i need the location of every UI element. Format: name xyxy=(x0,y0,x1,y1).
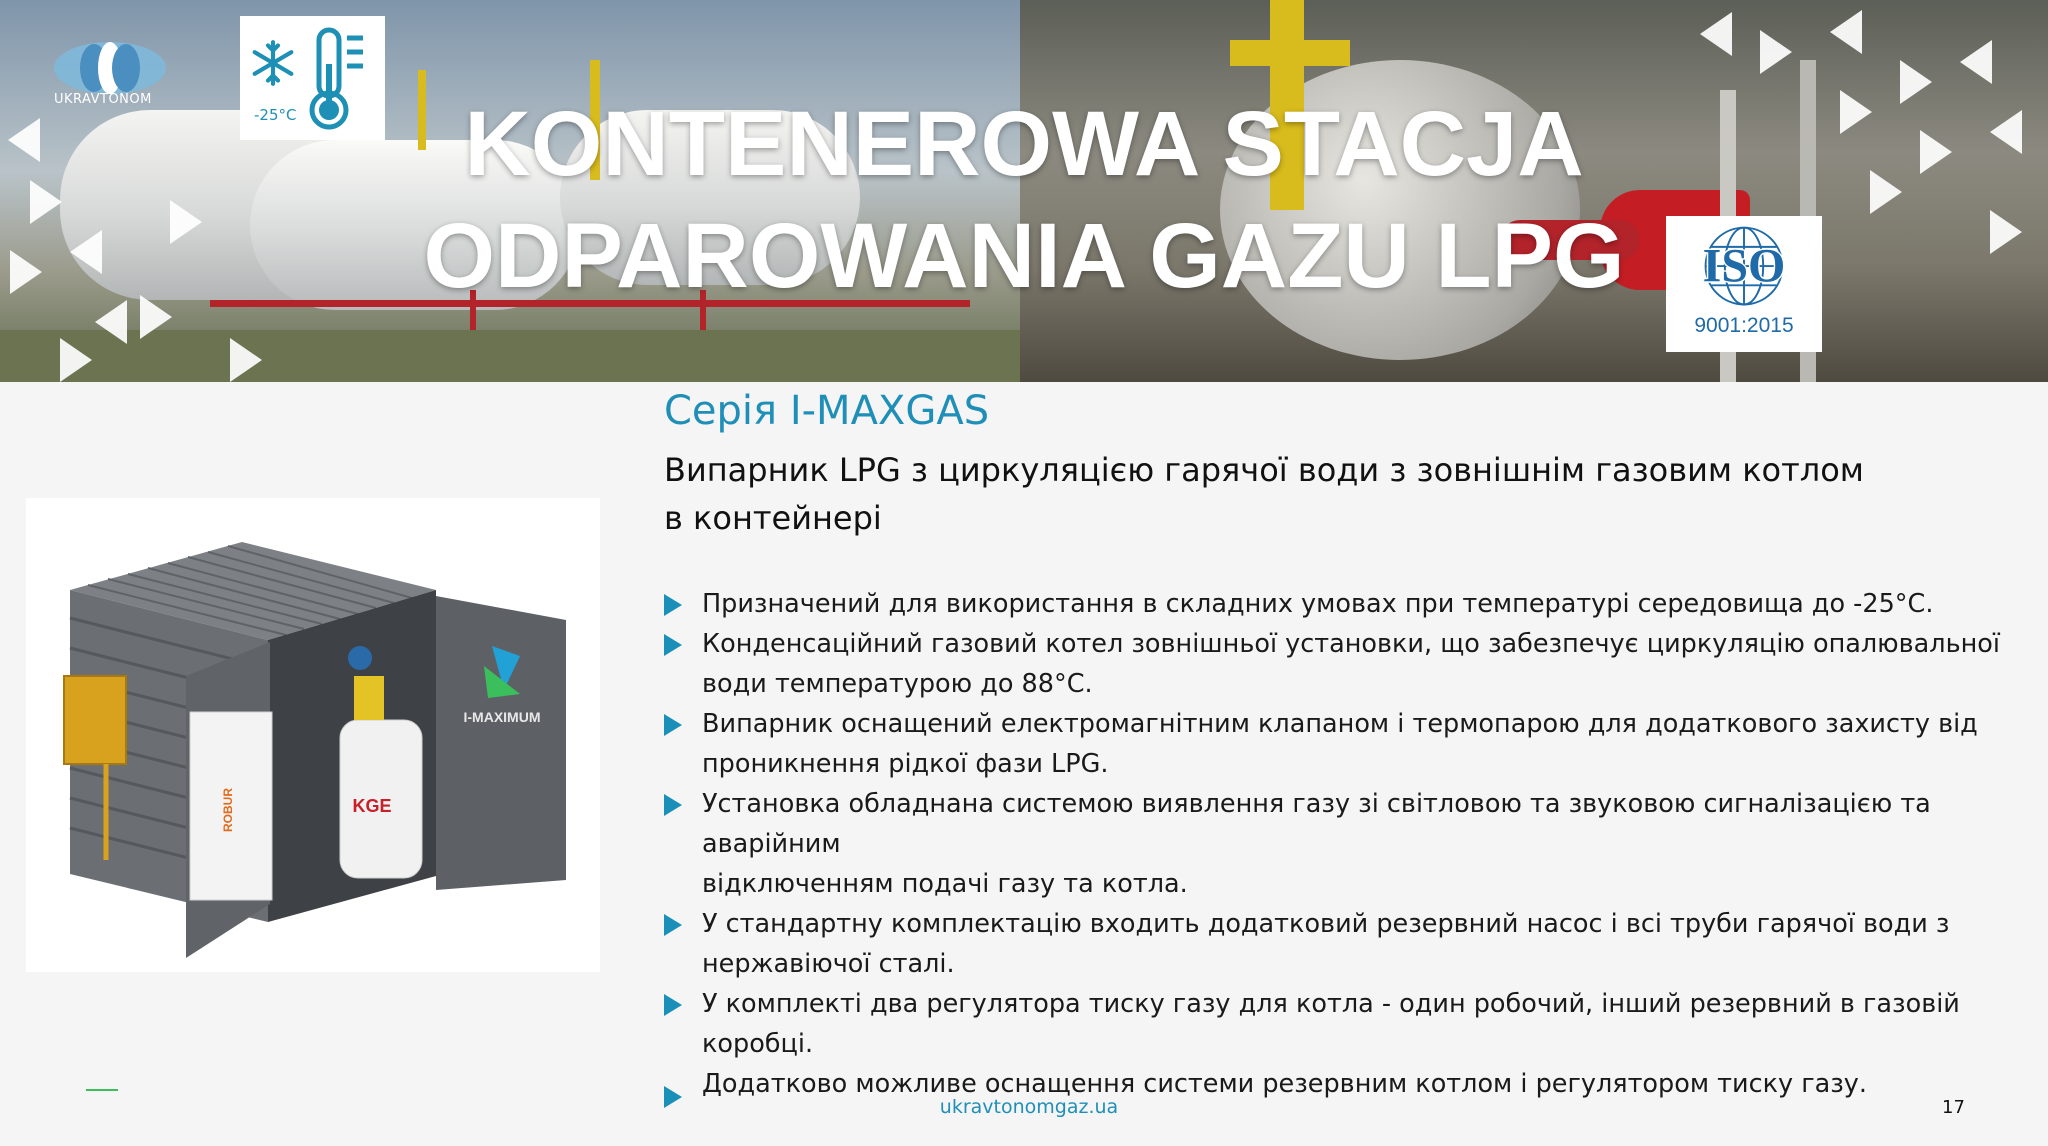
feature-text-continued: нержавіючої сталі. xyxy=(702,949,955,979)
page-number: 17 xyxy=(1942,1097,1965,1118)
subtitle-line2: в контейнері xyxy=(664,499,882,537)
brand-name: UKRAVTONOM xyxy=(54,92,152,107)
iso-standard: 9001:2015 xyxy=(1694,314,1794,337)
feature-item xyxy=(664,784,2044,904)
bullet-arrow-icon xyxy=(664,994,682,1016)
feature-text: У стандартну комплектацію входить додатковий резервний насос і всі труби гарячої води з xyxy=(702,909,1950,939)
container-illustration xyxy=(26,498,600,972)
hero-title-line1: KONTENEROWA STACJA xyxy=(464,93,1584,195)
feature-text: Призначений для використання в складних умовах при температурі середовища до -25°C. xyxy=(702,589,1934,619)
iso-badge xyxy=(1666,216,1822,352)
temperature-label: -25°C xyxy=(254,106,297,124)
hero-banner xyxy=(0,0,2048,382)
hero-title-line2: ODPAROWANIA GAZU LPG xyxy=(423,205,1625,307)
feature-text: Установка обладнана системою виявлення газу зі світловою та звуковою сигналізацією та аварійним xyxy=(702,789,1931,859)
vaporizer-brand-label: KGE xyxy=(352,796,392,816)
feature-item xyxy=(664,624,2044,704)
footer-mark-icon xyxy=(86,1088,118,1092)
bullet-arrow-icon xyxy=(664,634,682,656)
series-title: Серія I-MAXGAS xyxy=(664,388,990,434)
feature-text: У комплекті два регулятора тиску газу для котла - один робочий, інший резервний в газовій коробці. xyxy=(702,989,1960,1059)
product-subtitle xyxy=(664,446,1964,542)
bullet-arrow-icon xyxy=(664,594,682,616)
boiler-brand-label: ROBUR xyxy=(221,788,235,832)
feature-item xyxy=(664,704,2044,784)
feature-text-continued: води температурою до 88°C. xyxy=(702,669,1093,699)
feature-text-continued: проникнення рідкої фази LPG. xyxy=(702,749,1109,779)
feature-text: Конденсаційний газовий котел зовнішньої установки, що забезпечує циркуляцію опалювальної xyxy=(702,629,2000,659)
snowflake-icon xyxy=(248,38,298,88)
iso-logo-text: ISO xyxy=(1702,239,1786,293)
iso-globe-icon xyxy=(1666,220,1822,316)
feature-text: Випарник оснащений електромагнітним клапаном і термопарою для додаткового захисту від xyxy=(702,709,1978,739)
feature-item xyxy=(664,584,2044,624)
subtitle-line1: Випарник LPG з циркуляцією гарячої води з зовнішнім газовим котлом xyxy=(664,451,1864,489)
feature-item xyxy=(664,904,2044,984)
door-brand-label: I-MAXIMUM xyxy=(463,709,541,725)
feature-list xyxy=(664,584,2044,1104)
product-image xyxy=(26,498,600,972)
bullet-arrow-icon xyxy=(664,794,682,816)
feature-text-continued: відключенням подачі газу та котла. xyxy=(702,869,1188,899)
bullet-arrow-icon xyxy=(664,714,682,736)
footer-url[interactable]: ukravtonomgaz.ua xyxy=(939,1096,1119,1118)
feature-item xyxy=(664,984,2044,1064)
feature-text: Додатково можливе оснащення системи резервним котлом і регулятором тиску газу. xyxy=(702,1069,1867,1099)
bullet-arrow-icon xyxy=(664,914,682,936)
